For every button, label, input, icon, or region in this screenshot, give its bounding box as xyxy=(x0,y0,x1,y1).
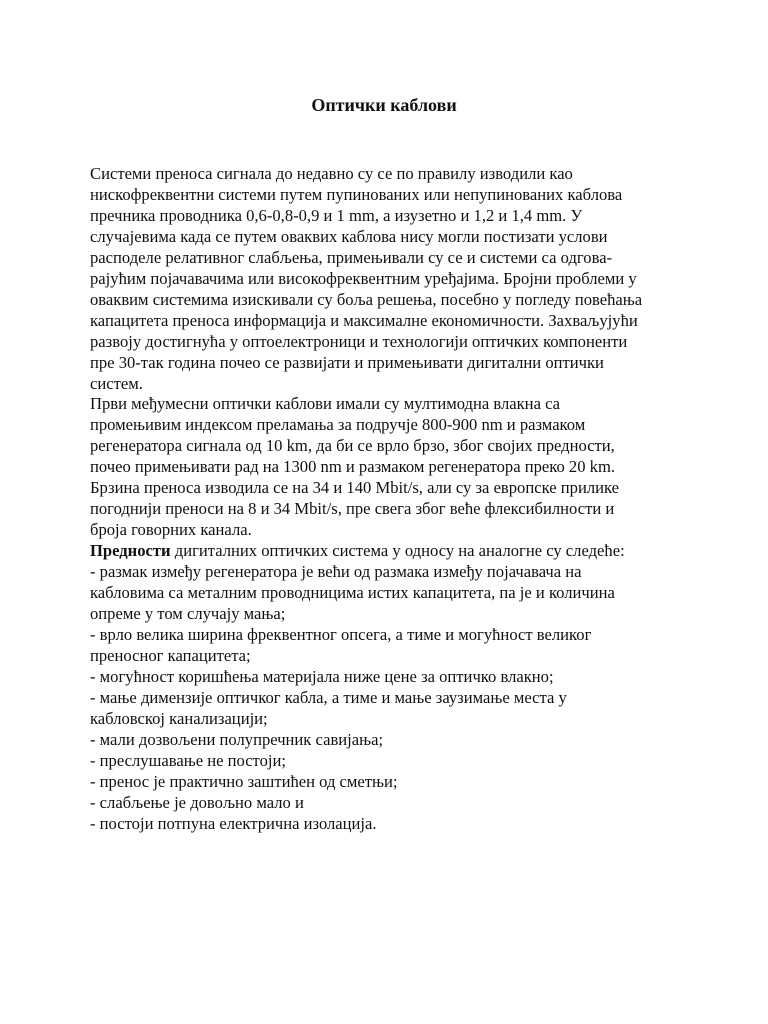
text-line: промењивим индексом преламања за подручје 800-900 nm и размаком xyxy=(90,415,586,435)
text-line: регенератора сигнала од 10 km, да би се врло брзо, због својих предности, xyxy=(90,436,615,456)
list-item-line: - пренос је практично заштићен од сметњи; xyxy=(90,771,398,791)
text-line: Брзина преноса изводила се на 34 и 140 Mbit/s, али су за европске прилике xyxy=(90,478,619,498)
text-line: нискофреквентни системи путем пупинованих или непупинованих каблова xyxy=(90,184,623,204)
text-line: капацитета преноса информација и максималне економичности. Захваљујући xyxy=(90,310,638,330)
text-line: Системи преноса сигнала до недавно су се по правилу изводили као xyxy=(90,164,573,183)
list-item-line: - мали дозвољени полупречник савијања; xyxy=(90,729,384,749)
list-item-line: - врло велика ширина фреквентног опсега, а тиме и могућност великог xyxy=(90,624,592,644)
list-item-line: - постоји потпуна електрична изолација. xyxy=(90,813,377,833)
advantages-intro: дигиталних оптичких система у односу на аналогне су следеће: xyxy=(170,541,625,561)
list-item-line: - могућност коришћења материјала ниже цене за оптичко влакно; xyxy=(90,666,554,686)
text-line: рајућим појачавачима или високофреквентним уређајима. Бројни проблеми у xyxy=(90,268,637,288)
list-item-line: - размак између регенератора је већи од размака између појачавача на xyxy=(90,562,582,582)
list-item-line: опреме у том случају мања; xyxy=(90,604,286,624)
list-item-line: - мање димензије оптичког кабла, а тиме и мање заузимање места у xyxy=(90,687,567,707)
text-line: Први међумесни оптички каблови имали су мултимодна влакна са xyxy=(90,394,561,414)
list-item-line: кабловској канализацији; xyxy=(90,708,268,728)
text-line: оваквим системима изискивали су боља решења, посебно у погледу повећања xyxy=(90,289,643,309)
text-line: систем. xyxy=(90,373,143,393)
text-line: развоју достигнућа у оптоелектроници и технологији оптичких компоненти xyxy=(90,331,628,351)
advantages-line xyxy=(90,541,690,562)
text-line: пречника проводника 0,6-0,8-0,9 и 1 mm, а изузетно и 1,2 и 1,4 mm. У xyxy=(90,205,583,225)
text-line: погоднији преноси на 8 и 34 Mbit/s, пре свега због веће флексибилности и xyxy=(90,499,615,519)
list-item-line: преносног капацитета; xyxy=(90,645,251,665)
list-item-line: кабловима са металним проводницима истих капацитета, па је и количина xyxy=(90,583,615,603)
text-line: пре 30-так година почео се развијати и примењивати дигитални оптички xyxy=(90,352,604,372)
text-line: броја говорних канала. xyxy=(90,520,252,540)
advantages-heading: Предности xyxy=(90,541,171,561)
list-item-line: - слабљење је довољно мало и xyxy=(90,792,304,812)
text-line: почео примењивати рад на 1300 nm и размаком регенератора преко 20 km. xyxy=(90,457,616,477)
text-line: расподеле релативног слабљења, примењивали су се и системи са одгова- xyxy=(90,247,613,267)
text-line: случајевима када се путем оваквих каблова нису могли постизати услови xyxy=(90,226,608,246)
document-title: Оптички каблови xyxy=(311,95,457,115)
document-body xyxy=(90,164,690,835)
list-item-line: - преслушавање не постоји; xyxy=(90,750,286,770)
